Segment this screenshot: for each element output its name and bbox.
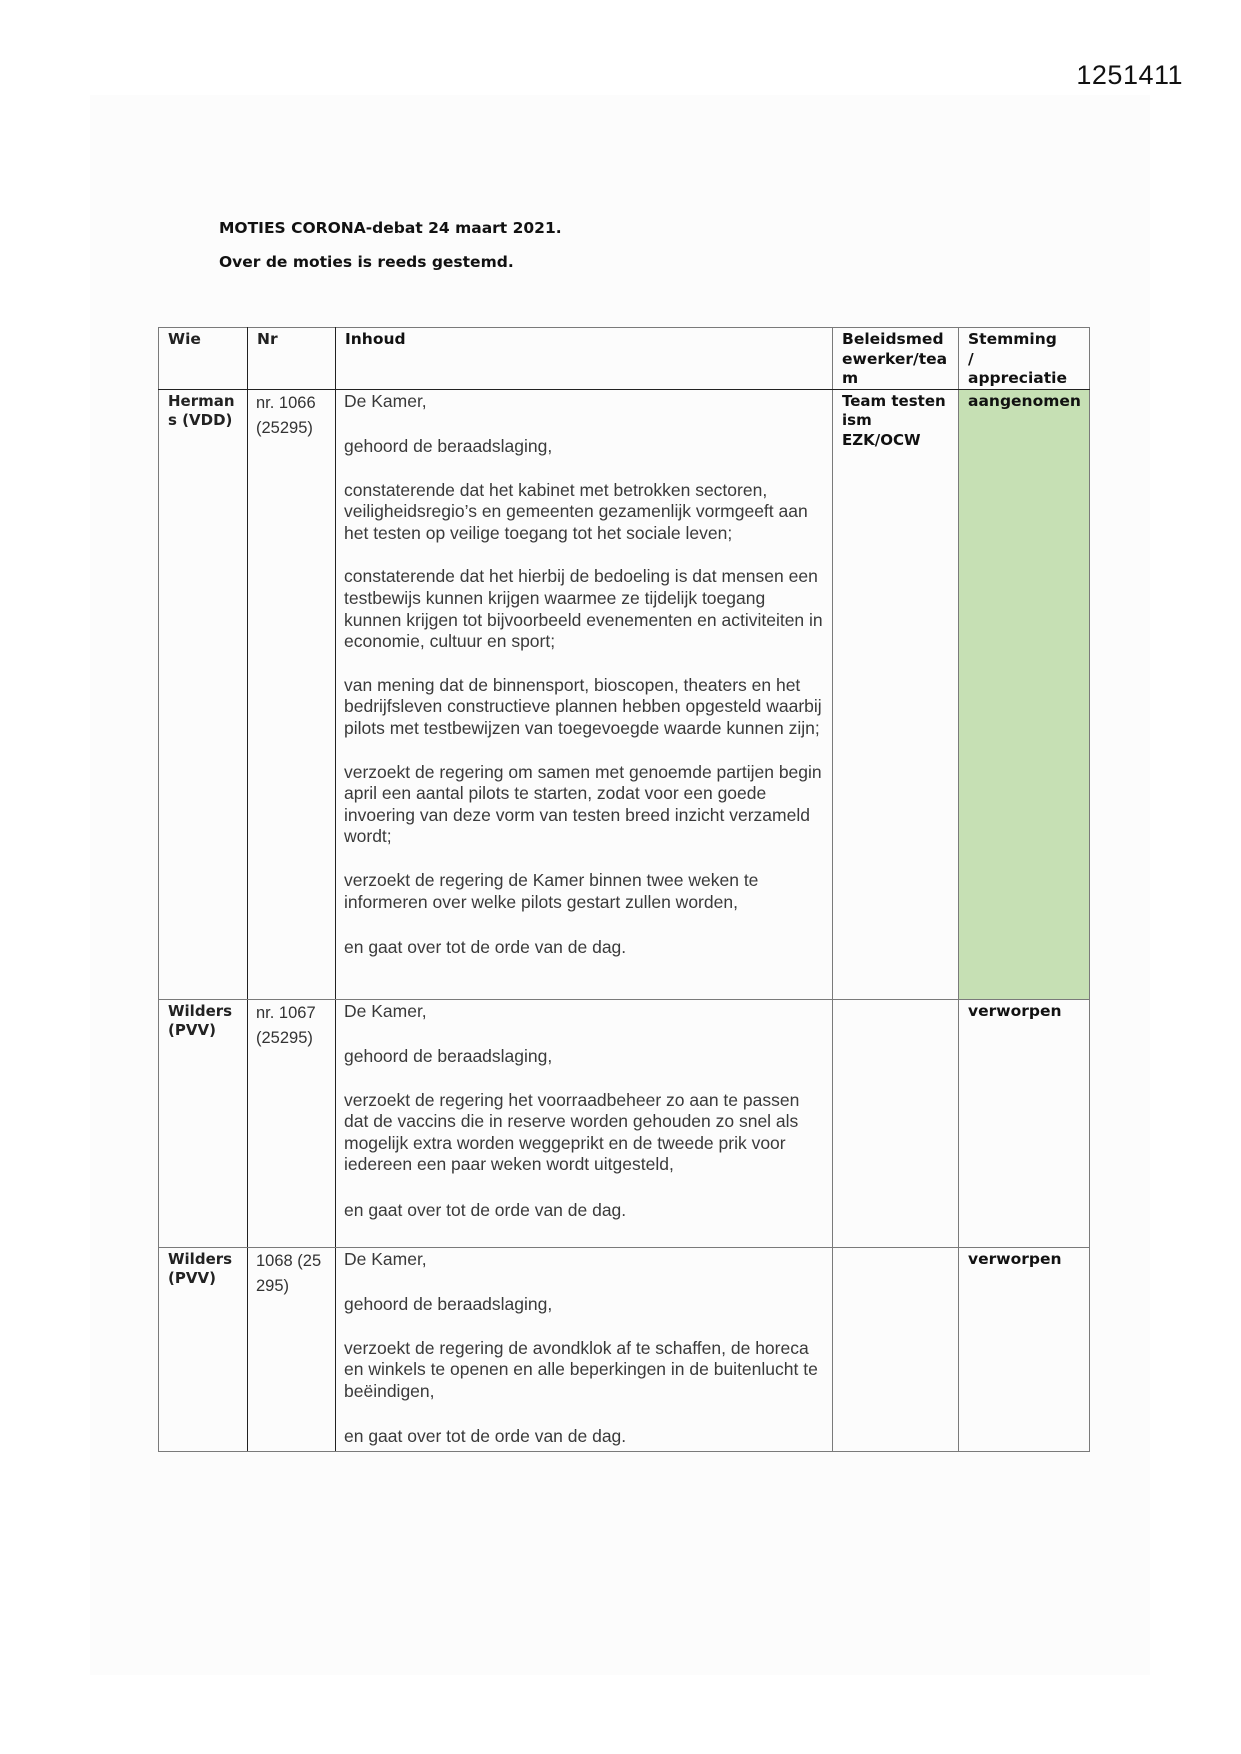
cell-stemming (959, 389, 1090, 999)
cell-inhoud (336, 389, 833, 999)
header-stemming: Stemming / appreciatie (959, 328, 1090, 390)
motion-opening: De Kamer, (344, 1000, 427, 1021)
status-badge: verworpen (968, 1001, 1062, 1020)
header-nr: Nr (248, 328, 336, 390)
status-badge: aangenomen (968, 391, 1081, 410)
motion-closing: en gaat over tot de orde van de dag. (344, 1426, 627, 1447)
motion-paragraph: constaterende dat het hierbij de bedoeling is dat mensen een testbewijs kunnen krijgen waarmee ze tijdelijk toegang kunnen krijgen tot bijvoorbeeld evenementen en activiteiten in economie, cultuur en sport; (344, 566, 823, 652)
table-row (159, 1247, 1090, 1451)
motion-paragraph: verzoekt de regering de Kamer binnen twee weken te informeren over welke pilots gestart zullen worden, (344, 870, 759, 912)
motions-table (158, 327, 1090, 1452)
motion-closing: en gaat over tot de orde van de dag. (344, 1200, 627, 1221)
cell-beleidsmedewerker (833, 1247, 959, 1451)
motion-paragraph: constaterende dat het kabinet met betrokken sectoren, veiligheidsregio’s en gemeenten gezamenlijk vormgeeft aan het testen op veilige toegang tot het sociale leven; (344, 479, 808, 543)
motion-heard: gehoord de beraadslaging, (344, 436, 553, 457)
motion-heard: gehoord de beraadslaging, (344, 1046, 553, 1067)
cell-nr: 1068 (25295) (248, 1247, 336, 1451)
cell-nr: nr. 1066 (25295) (248, 389, 336, 999)
motion-opening: De Kamer, (344, 1248, 427, 1269)
motion-paragraph: van mening dat de binnensport, bioscopen, theaters en het bedrijfsleven constructieve plannen hebben opgesteld waarbij pilots met testbewijzen van toegevoegde waarde kunnen zijn; (344, 674, 822, 739)
motion-closing: en gaat over tot de orde van de dag. (344, 937, 627, 958)
header-beleidsmedewerker: Beleidsmedewerker/team (833, 328, 959, 390)
cell-wie: Wilders (PVV) (159, 1247, 248, 1451)
motion-heard: gehoord de beraadslaging, (344, 1294, 553, 1315)
motion-paragraph: verzoekt de regering de avondklok af te schaffen, de horeca en winkels te openen en alle beperkingen in de buitenlucht te beëindigen, (344, 1337, 818, 1401)
cell-wie: Hermans (VDD) (159, 389, 248, 999)
document-title: MOTIES CORONA-debat 24 maart 2021. (219, 219, 562, 237)
table-row (159, 389, 1090, 999)
cell-beleidsmedewerker: Team testen ism EZK/OCW (833, 389, 959, 999)
cell-stemming (959, 999, 1090, 1247)
cell-nr: nr. 1067 (25295) (248, 999, 336, 1247)
cell-beleidsmedewerker (833, 999, 959, 1247)
document-id: 1251411 (1076, 60, 1183, 90)
cell-stemming (959, 1247, 1090, 1451)
status-badge: verworpen (968, 1249, 1062, 1268)
cell-wie: Wilders (PVV) (159, 999, 248, 1247)
document-subtitle: Over de moties is reeds gestemd. (219, 253, 514, 271)
header-wie: Wie (159, 328, 248, 390)
cell-inhoud (336, 999, 833, 1247)
header-inhoud: Inhoud (336, 328, 833, 390)
motion-opening: De Kamer, (344, 390, 427, 411)
cell-inhoud (336, 1247, 833, 1451)
table-header-row (159, 328, 1090, 390)
motion-paragraph: verzoekt de regering om samen met genoemde partijen begin april een aantal pilots te starten, zodat voor een goede invoering van deze vorm van testen breed inzicht verzameld wordt; (344, 761, 822, 847)
table-row (159, 999, 1090, 1247)
motion-paragraph: verzoekt de regering het voorraadbeheer zo aan te passen dat de vaccins die in reserve worden gehouden zo snel als mogelijk extra worden weggeprikt en de tweede prik voor iedereen een paar weken wordt uitgesteld, (344, 1089, 800, 1175)
